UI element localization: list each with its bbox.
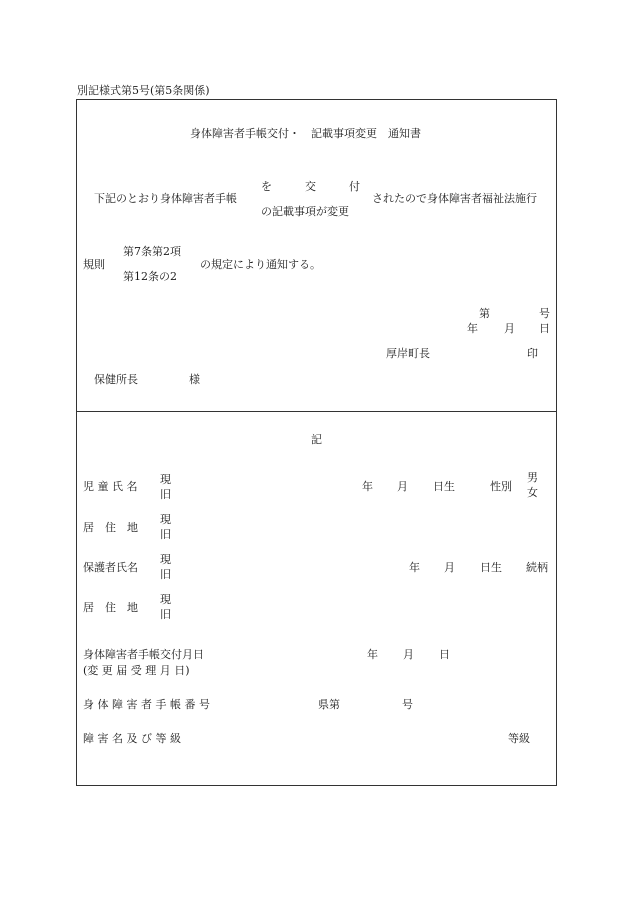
issuer-name: 厚岸町長 — [386, 347, 430, 360]
guardian-residence-old: 旧 — [160, 608, 171, 621]
child-name-current: 現 — [160, 473, 171, 486]
date-day: 日 — [539, 322, 550, 335]
disability-grade: 等級 — [508, 732, 530, 745]
record-heading: 記 — [311, 433, 322, 446]
issue-date-label: 身体障害者手帳交付月日 — [83, 648, 204, 661]
notice-line2-option-article12: 第12条の2 — [123, 270, 177, 283]
child-name-label: 児 童 氏 名 — [83, 480, 138, 493]
date-month: 月 — [504, 322, 515, 335]
guardian-name-old: 旧 — [160, 568, 171, 581]
guardian-name-label: 保護者氏名 — [83, 561, 138, 574]
child-residence-current: 現 — [160, 513, 171, 526]
notice-line1-suffix: されたので身体障害者福祉法施行 — [372, 192, 537, 205]
guardian-birth-year: 年 — [409, 561, 420, 574]
notice-line2-suffix: の規定により通知する。 — [200, 258, 321, 271]
sex-label: 性別 — [490, 480, 512, 493]
guardian-residence-label: 居 住 地 — [83, 601, 138, 614]
guardian-name-current: 現 — [160, 553, 171, 566]
sex-male: 男 — [527, 471, 538, 484]
number-dai: 第 — [479, 307, 490, 320]
issue-day: 日 — [439, 648, 450, 661]
form-label: 別記様式第5号(第5条関係) — [77, 84, 210, 97]
guardian-birth-month: 月 — [444, 561, 455, 574]
issue-date-sublabel: (変 更 届 受 理 月 日) — [83, 664, 190, 677]
card-number-prefix: 県第 — [318, 698, 340, 711]
addressee-name: 保健所長 — [94, 373, 138, 386]
notice-line1-option-deliver: を 交 付 — [261, 180, 360, 193]
date-year: 年 — [467, 322, 478, 335]
child-name-old: 旧 — [160, 488, 171, 501]
number-go: 号 — [539, 307, 550, 320]
child-residence-label: 居 住 地 — [83, 521, 138, 534]
child-residence-old: 旧 — [160, 528, 171, 541]
notice-line2-option-article7: 第7条第2項 — [123, 245, 181, 258]
addressee-honorific: 様 — [189, 373, 200, 386]
section-divider — [76, 411, 557, 412]
sex-female: 女 — [527, 486, 538, 499]
child-birth-year: 年 — [362, 480, 373, 493]
issue-month: 月 — [403, 648, 414, 661]
seal-mark: 印 — [527, 347, 538, 360]
relation-label: 続柄 — [526, 561, 548, 574]
child-birth-month: 月 — [397, 480, 408, 493]
guardian-residence-current: 現 — [160, 593, 171, 606]
child-birth-day: 日生 — [433, 480, 455, 493]
card-number-label: 身 体 障 害 者 手 帳 番 号 — [83, 698, 210, 711]
notice-line2-prefix: 規則 — [83, 258, 105, 271]
guardian-birth-day: 日生 — [480, 561, 502, 574]
disability-label: 障 害 名 及 び 等 級 — [83, 732, 181, 745]
card-number-suffix: 号 — [402, 698, 413, 711]
notice-title: 身体障害者手帳交付・ 記載事項変更 通知書 — [190, 127, 421, 140]
notice-line1-prefix: 下記のとおり身体障害者手帳 — [94, 192, 237, 205]
issue-year: 年 — [367, 648, 378, 661]
notice-line1-option-change: の記載事項が変更 — [261, 205, 349, 218]
